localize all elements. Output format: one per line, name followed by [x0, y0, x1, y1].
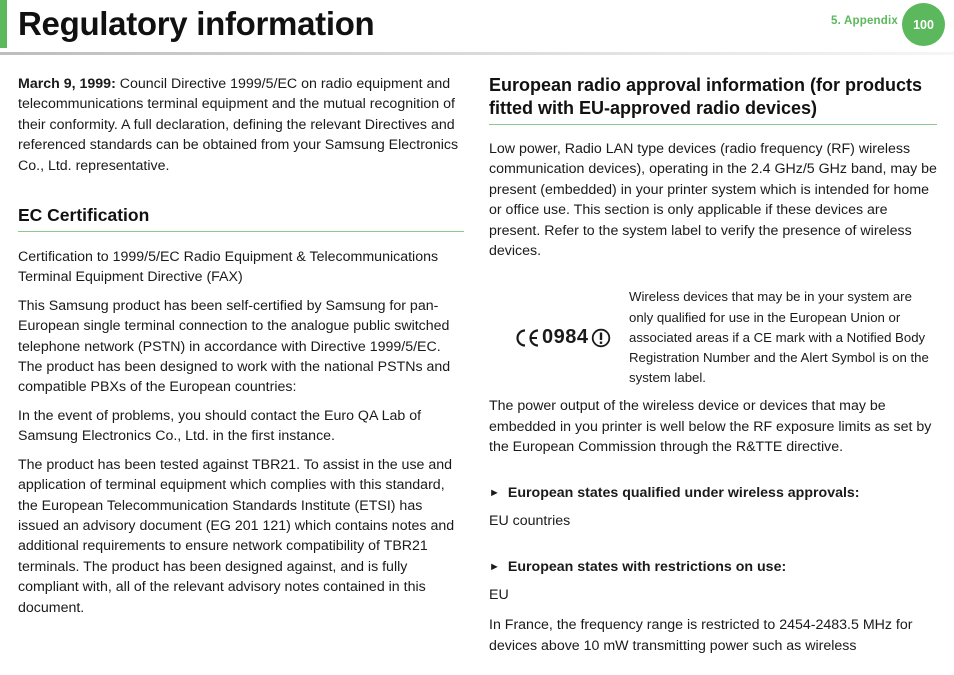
chapter-label: 5. Appendix	[831, 15, 898, 27]
restricted-states-heading	[489, 557, 937, 577]
ec-paragraph-4: The product has been tested against TBR21. To assist in the use and application of terminal equipment which complies with this standard, the European Telecommunication Standards Institute (ETSI) has issued an advisory document (EG 201 121) which contains notes and additional requirements to ensure network compatibility of TBR21 terminals. The product has been designed against, and is fully compliant with, all of the relevant advisory notes contained in this document.	[18, 456, 455, 616]
ce-notified-body-number: 0984	[542, 326, 589, 349]
header-accent-bar	[0, 0, 7, 48]
ec-paragraph-1: Certification to 1999/5/EC Radio Equipment & Telecommunications Terminal Equipment Directive (FAX)	[18, 249, 439, 286]
radio-paragraph-2: The power output of the wireless device or devices that may be embedded in you printer is well below the RF exposure limits as set by the European Commission through the R&TTE directive.	[489, 398, 932, 456]
ce-mark-logo	[489, 287, 629, 388]
header-divider	[0, 52, 954, 55]
left-column	[18, 74, 464, 626]
alert-symbol-icon	[591, 328, 611, 348]
restricted-states-label: European states with restrictions on use:	[507, 559, 787, 576]
intro-date: March 9, 1999:	[18, 76, 116, 92]
intro-paragraph	[18, 74, 464, 176]
triangle-right-icon: ►	[489, 561, 500, 574]
ce-mark-description: Wireless devices that may be in your system are only qualified for use in the European Union or associated areas if a CE mark with a Notified Body Registration Number and the Alert Symbol is on the system label.	[629, 289, 929, 386]
ce-mark-section	[489, 287, 937, 388]
france-restriction-paragraph: In France, the frequency range is restricted to 2454-2483.5 MHz for devices above 10 mW transmitting power such as wireless	[489, 617, 913, 654]
page-number-badge: 100	[902, 3, 945, 46]
radio-paragraph-1: Low power, Radio LAN type devices (radio frequency (RF) wireless communication devices), operating in the 2.4 GHz/5 GHz band, may be present (embedded) in your printer system which is intended for home or office use. This section is only applicable if these devices are present. Refer to the system label to verify the presence of wireless devices.	[489, 141, 937, 260]
qualified-states-heading	[489, 483, 937, 503]
qualified-states-value: EU countries	[489, 512, 571, 529]
restricted-states-value: EU	[489, 587, 509, 604]
intro-text: Council Directive 1999/5/EC on radio equipment and telecommunications terminal equipment and the mutual recognition of their conformity. A full declaration, defining the relevant Directives and referenced standards can be obtained from your Samsung Electronics Co., Ltd. representative.	[18, 76, 459, 174]
ec-paragraph-2: This Samsung product has been self-certified by Samsung for pan-European single terminal connection to the analogue public switched telephone network (PSTN) in accordance with Directive 1999/5/EC. The product has been designed to work with the national PSTNs and compatible PBXs of the European countries:	[18, 297, 451, 396]
ec-paragraph-3: In the event of problems, you should contact the Euro QA Lab of Samsung Electronics Co., Ltd. in the first instance.	[18, 407, 422, 445]
right-column	[489, 74, 937, 664]
triangle-right-icon: ►	[489, 486, 500, 499]
ce-mark-icon	[515, 328, 541, 348]
radio-approval-heading: European radio approval information (for products fitted with EU-approved radio devices)	[489, 74, 937, 125]
ec-certification-heading: EC Certification	[18, 204, 464, 232]
page-title: Regulatory information	[18, 5, 375, 42]
qualified-states-label: European states qualified under wireless approvals:	[507, 484, 860, 501]
